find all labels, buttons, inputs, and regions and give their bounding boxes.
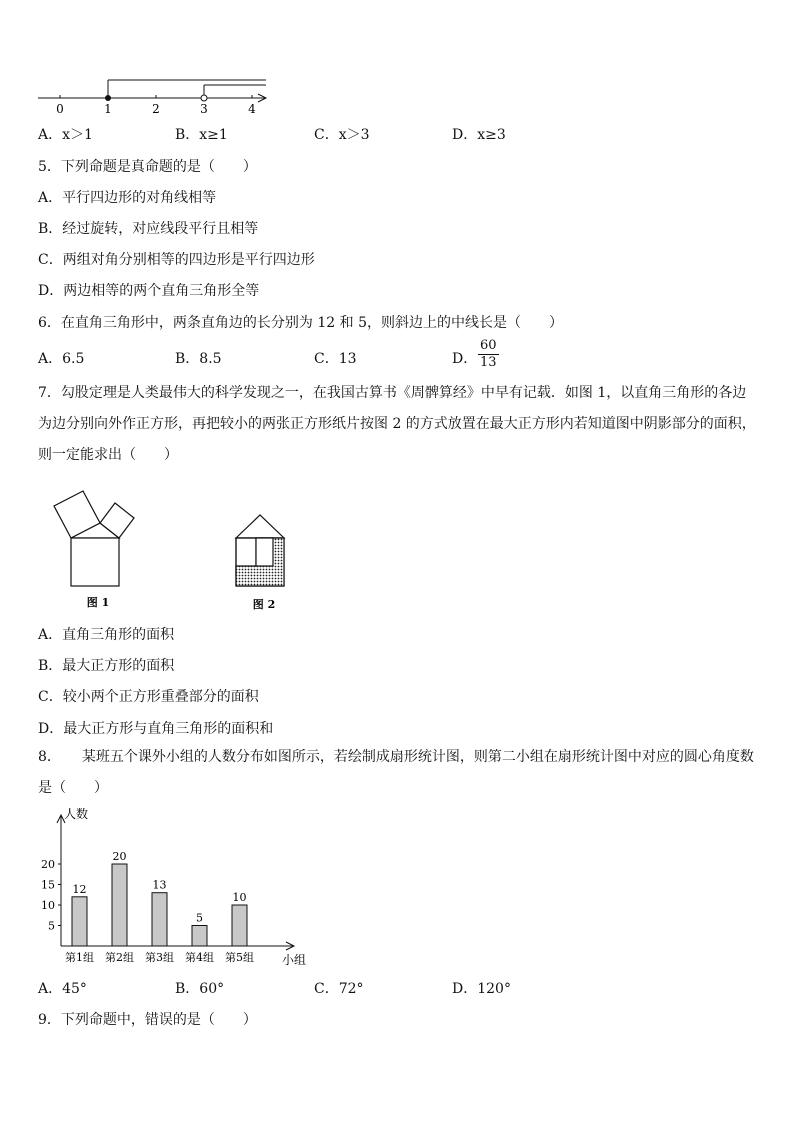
fraction-denominator: 13 xyxy=(480,355,497,370)
open-point xyxy=(201,95,207,101)
bar-value-label: 10 xyxy=(232,891,247,904)
q4-option-b[interactable]: B．x≥1 xyxy=(175,127,228,143)
category-label: 第3组 xyxy=(145,951,174,964)
q6-option-d-fraction xyxy=(478,338,499,371)
y-axis-label: 人数 xyxy=(64,807,89,821)
number-line-tick-label: 0 xyxy=(56,102,64,116)
y-tick-label: 5 xyxy=(48,919,55,933)
bar xyxy=(72,897,87,946)
q7-stem: 7．勾股定理是人类最伟大的科学发现之一，在我国古算书《周髀算经》中早有记载．如图 1，以直角三角形的各边为边分别向外作正方形，再把较小的两张正方形纸片按图 2 的方式放置在最大正方形内若知道图中阴影部分的面积，则一定能求出（ ） xyxy=(38,385,756,463)
category-label: 第2组 xyxy=(105,951,134,964)
number-line-tick-label: 3 xyxy=(200,102,208,116)
q6-option-c[interactable]: C．13 xyxy=(314,351,357,367)
q5-option-a[interactable]: A．平行四边形的对角线相等 xyxy=(38,190,217,206)
bar-value-label: 12 xyxy=(72,882,87,896)
bar xyxy=(112,864,127,946)
figure-1-label: 图 1 xyxy=(86,596,110,609)
q6-option-d[interactable]: D． xyxy=(452,351,478,367)
q9-stem: 9．下列命题中，错误的是（ ） xyxy=(38,1012,257,1028)
bar-chart xyxy=(36,803,316,973)
number-line-tick-label: 2 xyxy=(152,102,160,116)
q4-option-a[interactable]: A．x＞1 xyxy=(38,127,93,143)
bar xyxy=(192,926,207,947)
bar-value-label: 5 xyxy=(196,911,203,925)
figure-1 xyxy=(38,488,168,614)
x-axis-label: 小组 xyxy=(282,953,307,967)
q8-option-c[interactable]: C．72° xyxy=(314,981,364,997)
q7-option-b[interactable]: B．最大正方形的面积 xyxy=(38,658,175,674)
y-tick-label: 20 xyxy=(41,858,55,871)
bar-value-label: 13 xyxy=(152,878,167,892)
q5-option-b[interactable]: B．经过旋转，对应线段平行且相等 xyxy=(38,221,259,237)
y-tick-label: 10 xyxy=(41,899,55,912)
bar xyxy=(232,905,247,946)
bar xyxy=(152,893,167,946)
closed-point xyxy=(105,95,111,101)
q6-option-b[interactable]: B．8.5 xyxy=(175,351,222,367)
q8-stem: 8． 某班五个课外小组的人数分布如图所示，若绘制成扇形统计图，则第二小组在扇形统计图中对应的圆心角度数是（ ） xyxy=(38,749,754,796)
number-line xyxy=(36,72,276,118)
category-label: 第1组 xyxy=(65,951,94,964)
q8-option-b[interactable]: B．60° xyxy=(175,981,225,997)
q8-option-d[interactable]: D．120° xyxy=(452,981,511,997)
q4-option-c[interactable]: C．x＞3 xyxy=(314,127,370,143)
number-line-tick-label: 4 xyxy=(248,102,256,116)
q5-option-d[interactable]: D．两边相等的两个直角三角形全等 xyxy=(38,283,260,299)
q7-option-a[interactable]: A．直角三角形的面积 xyxy=(38,627,175,643)
q5-stem: 5．下列命题是真命题的是（ ） xyxy=(38,159,257,175)
q7-option-c[interactable]: C．较小两个正方形重叠部分的面积 xyxy=(38,689,259,705)
fraction-numerator: 60 xyxy=(480,338,497,353)
q4-option-d[interactable]: D．x≥3 xyxy=(452,127,506,143)
category-label: 第5组 xyxy=(225,951,254,964)
bar-value-label: 20 xyxy=(112,850,127,863)
figure-2-label: 图 2 xyxy=(252,598,276,611)
category-label: 第4组 xyxy=(185,951,214,964)
figure-2 xyxy=(226,508,306,614)
q6-stem: 6．在直角三角形中，两条直角边的长分别为 12 和 5，则斜边上的中线长是（ ） xyxy=(38,315,563,331)
number-line-tick-label: 1 xyxy=(104,102,112,116)
y-tick-label: 15 xyxy=(41,878,55,892)
q8-option-a[interactable]: A．45° xyxy=(38,981,87,997)
q5-option-c[interactable]: C．两组对角分别相等的四边形是平行四边形 xyxy=(38,252,315,268)
q7-option-d[interactable]: D．最大正方形与直角三角形的面积和 xyxy=(38,721,274,737)
q6-option-a[interactable]: A．6.5 xyxy=(38,351,85,367)
